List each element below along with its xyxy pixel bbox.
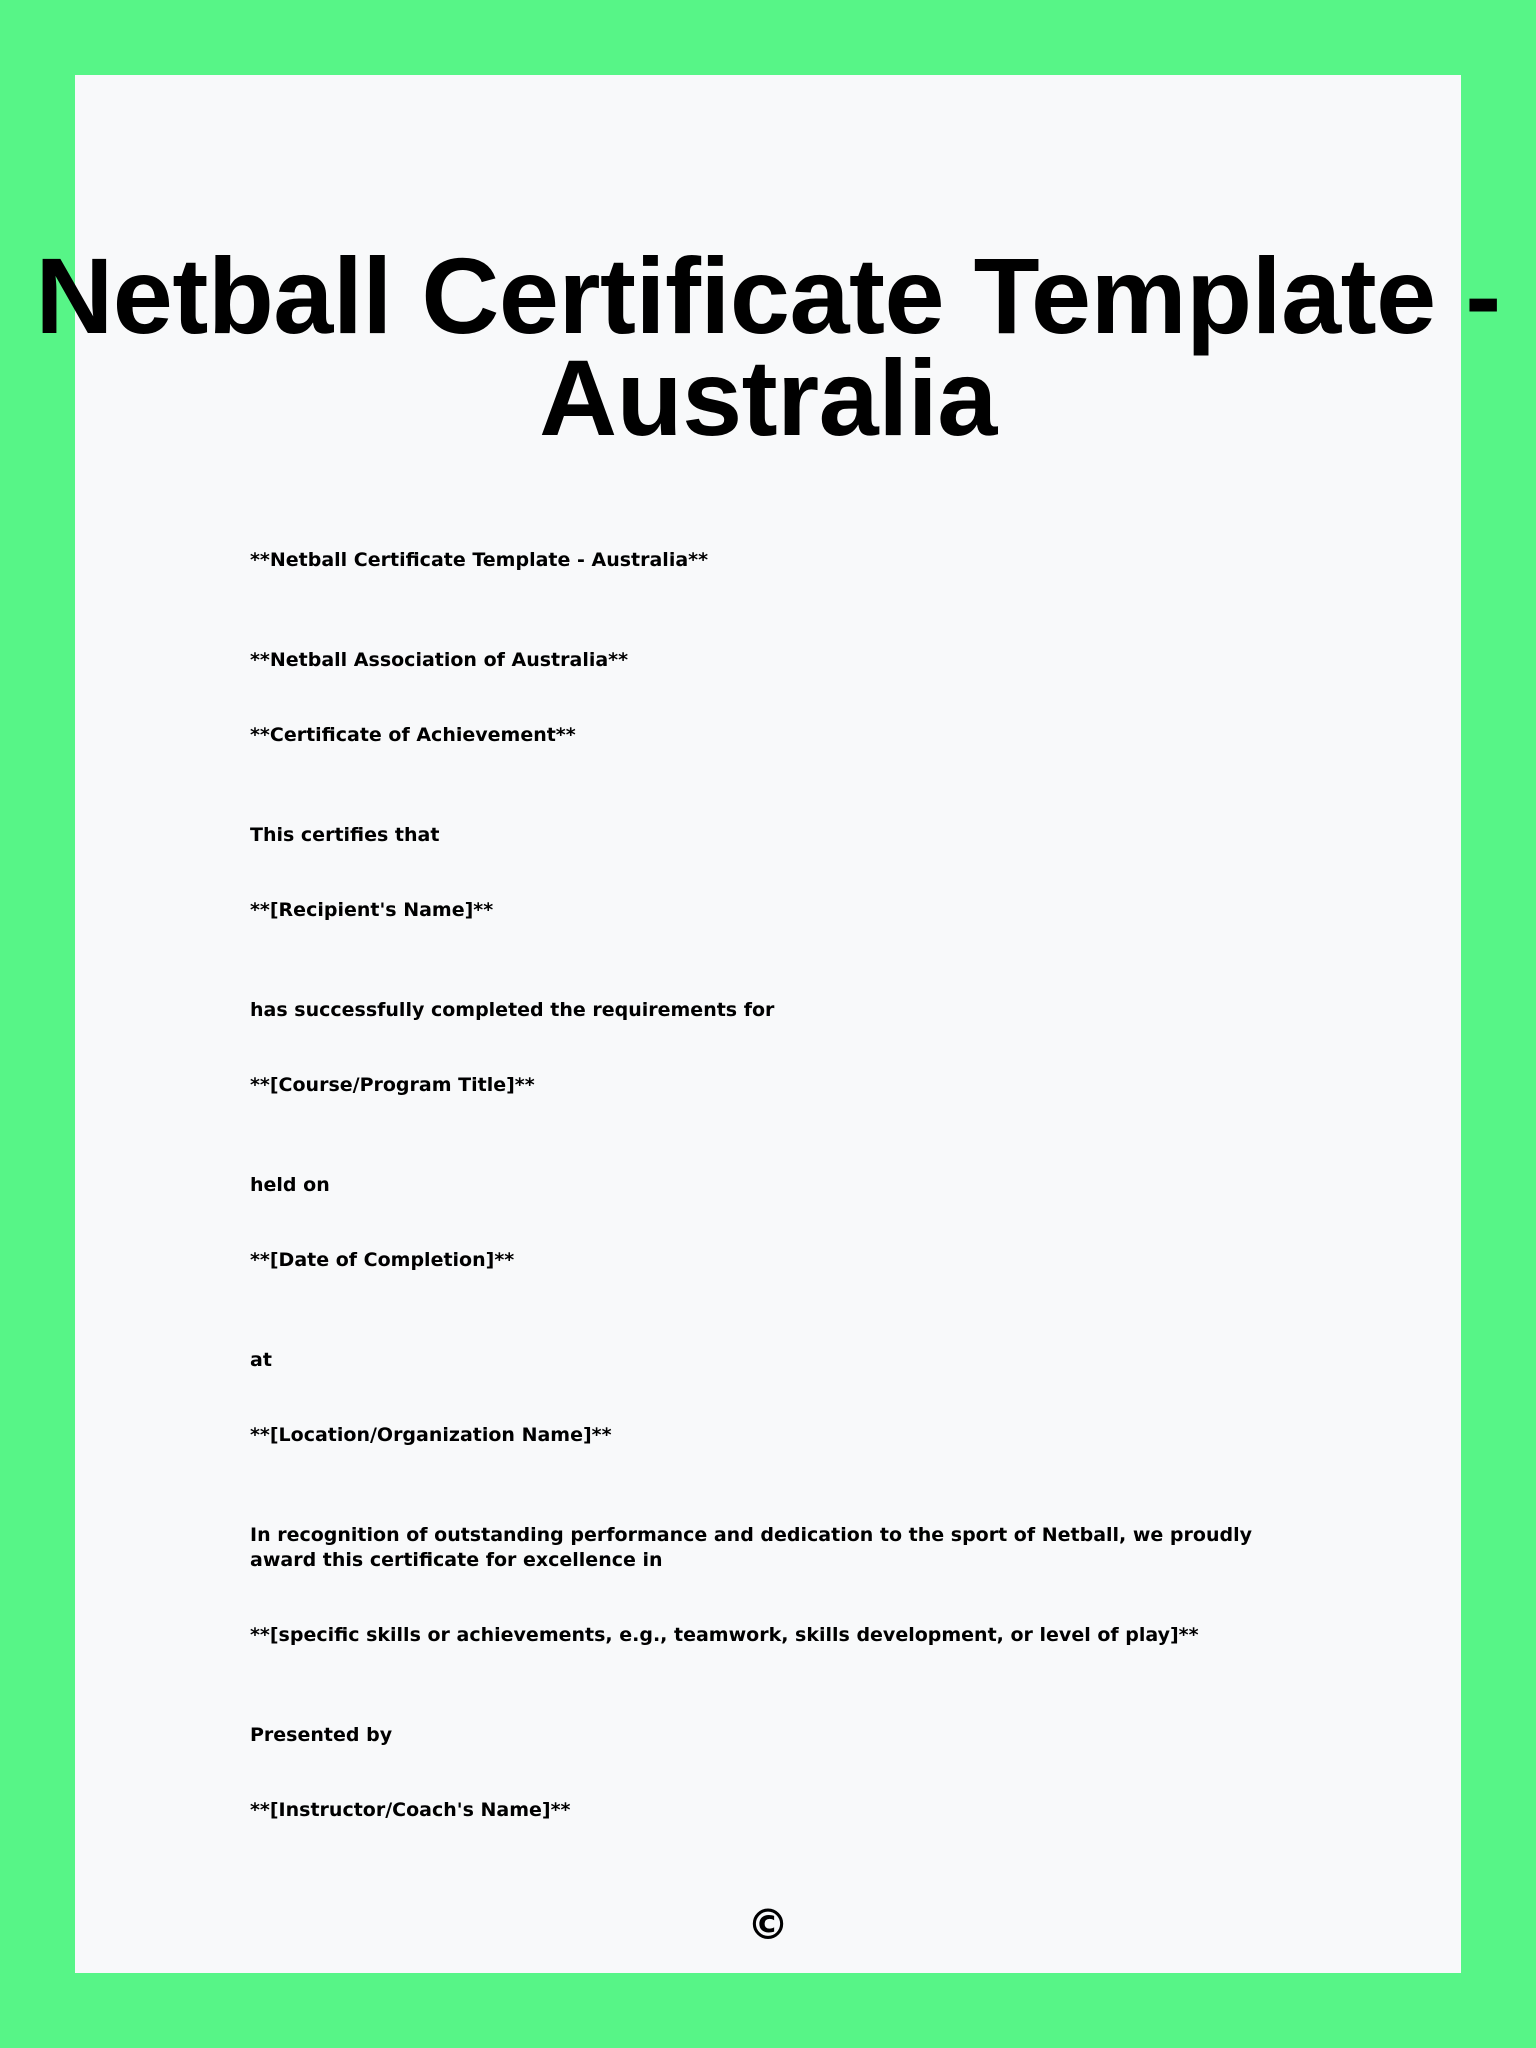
recipient-name-placeholder: **[Recipient's Name]** [250,899,494,921]
location-placeholder: **[Location/Organization Name]** [250,1424,612,1446]
instructor-name-placeholder: **[Instructor/Coach's Name]** [250,1799,571,1821]
certificate-body [250,548,1290,1823]
certifies-text: This certifies that [250,824,440,846]
page-title: Netball Certificate Template - Australia [35,235,1501,458]
copyright-icon: © [747,1900,789,1949]
skills-placeholder: **[specific skills or achievements, e.g., teamwork, skills development, or level of play]** [250,1624,1199,1646]
recognition-text: In recognition of outstanding performance and dedication to the sport of Netball, we proudly award this certificate for excellence in [250,1524,1252,1571]
certificate-type: **Certificate of Achievement** [250,724,576,746]
at-text: at [250,1349,272,1371]
presented-by-text: Presented by [250,1724,393,1746]
certificate-heading: **Netball Certificate Template - Australia** [250,549,709,571]
held-on-text: held on [250,1174,330,1196]
course-title-placeholder: **[Course/Program Title]** [250,1074,535,1096]
completion-date-placeholder: **[Date of Completion]** [250,1249,515,1271]
association-name: **Netball Association of Australia** [250,649,629,671]
completed-requirements-text: has successfully completed the requirements for [250,999,775,1021]
